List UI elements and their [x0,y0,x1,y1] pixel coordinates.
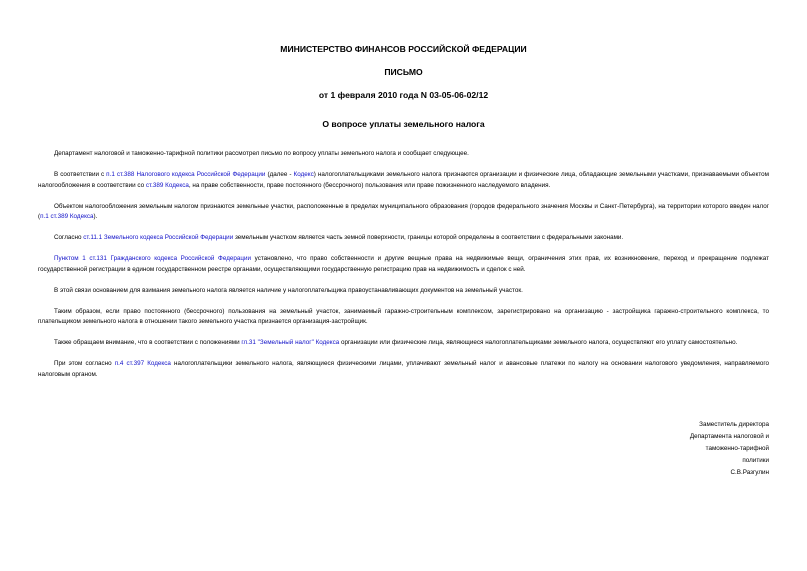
paragraph-text: Таким образом, если право постоянного (бессрочного) пользования на земельный участок, занимаемый гаражно-строительным комплексом, зарегистрировано на организацию - застройщика гаражно-строительного комплекса, то плательщиком земельного налога в отношении такого земельного участка признается организация-застройщик. [38,307,769,325]
body-paragraph [38,149,769,160]
signature-line: таможенно-тарифной [705,445,769,452]
legal-reference-link[interactable]: п.4 ст.397 Кодекса [114,360,171,367]
signature-line: политики [742,457,769,464]
signatory-name: С.В.Разгулин [730,469,769,476]
body-paragraph [38,338,769,349]
legal-reference-link[interactable]: п.1 ст.389 Кодекса [40,213,94,220]
signature-block [690,419,769,479]
paragraph-text: Также обращаем внимание, что в соответствии с положениями [54,339,242,346]
ministry-heading: МИНИСТЕРСТВО ФИНАНСОВ РОССИЙСКОЙ ФЕДЕРАЦИИ [280,44,527,54]
legal-reference-link[interactable]: Пунктом 1 ст.131 Гражданского кодекса Российской Федерации [54,255,252,262]
body-paragraph [38,202,769,223]
signature-line: Департамента налоговой и [689,433,769,440]
paragraph-text: (далее - [265,171,294,178]
letter-body [38,149,769,380]
body-paragraph [38,359,769,380]
paragraph-text: В соответствии с [54,171,107,178]
document-subject: О вопросе уплаты земельного налога [322,119,485,129]
legal-reference-link[interactable]: гл.31 "Земельный налог" Кодекса [241,339,340,346]
legal-reference-link[interactable]: п.1 ст.388 Налогового кодекса Российской Федерации [106,171,266,178]
legal-reference-link[interactable]: ст.11.1 Земельного кодекса Российской Федерации [83,234,234,241]
paragraph-text: налогоплательщики земельного налога, являющиеся физическими лицами, уплачивают земельный налог и авансовые платежи по налогу на основании налогового уведомления, направляемого налоговым органом. [38,360,770,378]
paragraph-text: Объектом налогообложения земельным налогом признаются земельные участки, расположенные в пределах муниципального образования (городов федерального значения Москвы и Санкт-Петербурга), на территории которого введен налог ( [38,202,769,220]
body-paragraph [38,170,769,191]
legal-reference-link[interactable]: Кодекс [293,171,314,178]
document-type: ПИСЬМО [384,67,423,77]
paragraph-text: , на праве собственности, праве постоянного (бессрочного) пользования или праве пожизненного наследуемого владения. [188,181,551,189]
body-paragraph [38,286,769,297]
paragraph-text: ). [93,213,98,220]
paragraph-text: ) налогоплательщиками земельного налога признаются организации и физические лица, обладающие земельными участками, признаваемыми объектом налогообложения в соответствии со [38,171,769,189]
body-paragraph [38,254,769,275]
body-paragraph [38,233,769,244]
paragraph-text: В этой связи основанием для взимания земельного налога является наличие у налогоплательщика правоустанавливающих документов на земельный участок. [54,286,523,294]
paragraph-text: земельным участком является часть земной поверхности, границы которой определены в соответствии с федеральными законами. [233,234,624,241]
signature-line: Заместитель директора [699,421,769,428]
document-date-number: от 1 февраля 2010 года N 03-05-06-02/12 [318,90,489,100]
paragraph-text: Департамент налоговой и таможенно-тарифной политики рассмотрел письмо по вопросу уплаты земельного налога и сообщает следующее. [54,150,469,157]
body-paragraph [38,307,769,328]
paragraph-text: установлено, что право собственности и другие вещные права на недвижимые вещи, ограничения этих прав, их возникновение, переход и прекращение подлежат государственной регистрации в едином государственном реестре органами, осуществляющими государственную регистрацию прав на недвижимость и сделок с ней. [38,255,769,273]
paragraph-text: При этом согласно [54,360,115,367]
paragraph-text: организации или физические лица, являющиеся налогоплательщиками земельного налога, осуществляют его уплату самостоятельно. [339,339,738,346]
paragraph-text: Согласно [54,234,84,241]
legal-reference-link[interactable]: ст.389 Кодекса [145,181,189,189]
